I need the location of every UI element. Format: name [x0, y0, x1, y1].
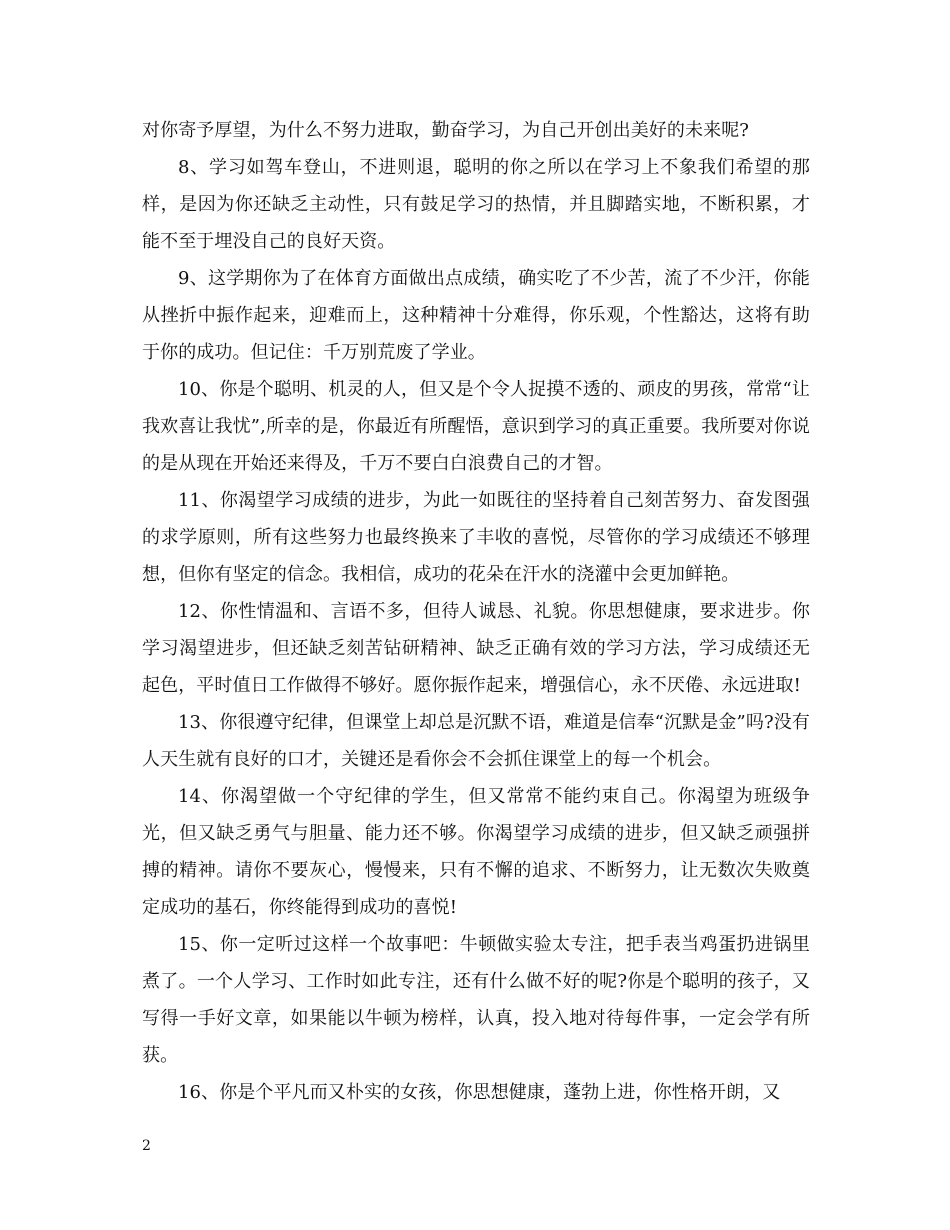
paragraph: 16、你是个平凡而又朴实的女孩，你思想健康，蓬勃上进，你性格开朗，又	[178, 1082, 781, 1103]
paragraph: 10、你是个聪明、机灵的人，但又是个令人捉摸不透的、顽皮的男孩，常常“让我欢喜让我忧”,所幸的是，你最近有所醒悟，意识到学习的真正重要。我所要对你说的是从现在开始还来得及，千万不要白白浪费自己的才智。	[142, 379, 810, 474]
page-number: 2	[142, 1138, 151, 1154]
paragraph: 11、你渴望学习成绩的进步，为此一如既往的坚持着自己刻苦努力、奋发图强的求学原则，所有这些努力也最终换来了丰收的喜悦，尽管你的学习成绩还不够理想，但你有坚定的信念。我相信，成功的花朵在汗水的浇灌中会更加鲜艳。	[142, 490, 810, 585]
paragraph: 9、这学期你为了在体育方面做出点成绩，确实吃了不少苦，流了不少汗，你能从挫折中振作起来，迎难而上，这种精神十分难得，你乐观，个性豁达，这将有助于你的成功。但记住：千万别荒废了学业。	[142, 268, 810, 363]
paragraph: 14、你渴望做一个守纪律的学生，但又常常不能约束自己。你渴望为班级争光，但又缺乏勇气与胆量、能力还不够。你渴望学习成绩的进步，但又缺乏顽强拼搏的精神。请你不要灰心，慢慢来，只有不懈的追求、不断努力，让无数次失败奠定成功的基石，你终能得到成功的喜悦!	[142, 786, 810, 918]
paragraph: 12、你性情温和、言语不多，但待人诚恳、礼貌。你思想健康，要求进步。你学习渴望进步，但还缺乏刻苦钻研精神、缺乏正确有效的学习方法，学习成绩还无起色，平时值日工作做得不够好。愿你振作起来，增强信心，永不厌倦、永远进取!	[142, 601, 810, 696]
document-body	[142, 112, 810, 1111]
paragraph: 8、学习如驾车登山，不进则退，聪明的你之所以在学习上不象我们希望的那样，是因为你还缺乏主动性，只有鼓足学习的热情，并且脚踏实地，不断积累，才能不至于埋没自己的良好天资。	[142, 157, 810, 252]
paragraph: 对你寄予厚望，为什么不努力进取，勤奋学习，为自己开创出美好的未来呢?	[142, 120, 750, 141]
paragraph: 15、你一定听过这样一个故事吧：牛顿做实验太专注，把手表当鸡蛋扔进锅里煮了。一个人学习、工作时如此专注，还有什么做不好的呢?你是个聪明的孩子，又写得一手好文章，如果能以牛顿为榜样，认真，投入地对待每件事，一定会学有所获。	[142, 934, 810, 1066]
paragraph: 13、你很遵守纪律，但课堂上却总是沉默不语，难道是信奉“沉默是金”吗?没有人天生就有良好的口才，关键还是看你会不会抓住课堂上的每一个机会。	[142, 712, 810, 770]
